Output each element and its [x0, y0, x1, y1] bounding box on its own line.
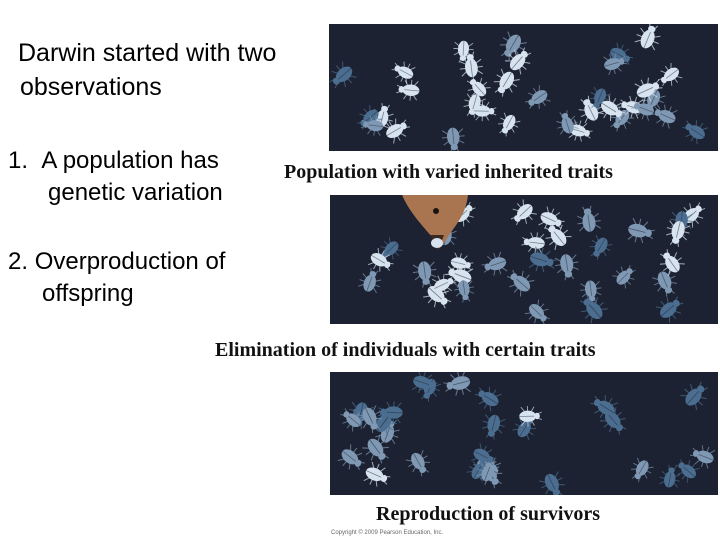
beetle-icon [336, 442, 370, 475]
beetle-icon [502, 264, 536, 298]
beetle-icon [442, 372, 473, 399]
beetle-icon [579, 279, 603, 304]
beetle-icon [389, 57, 418, 85]
beetle-icon [357, 266, 385, 295]
predation-beetles [330, 195, 718, 324]
varied-population-beetles [329, 24, 718, 151]
beetle-icon [361, 460, 393, 491]
beetle-icon [650, 268, 681, 300]
beetle-icon [625, 217, 656, 247]
observation-1-line-2: genetic variation [48, 179, 223, 206]
observation-2-first-line [8, 246, 308, 278]
observation-1-first-line [8, 145, 288, 177]
beetle-icon [412, 260, 439, 289]
slide-title [10, 36, 340, 104]
beetle-icon [404, 448, 435, 480]
observation-2-marker: 2. [8, 248, 29, 275]
beetle-icon [575, 205, 602, 234]
beetle-icon [554, 252, 581, 281]
beetle-icon [396, 79, 421, 102]
beetle-icon [626, 456, 655, 485]
slide-title-line-1: Darwin started with two [18, 39, 277, 67]
caption-varied-population: Population with varied inherited traits [284, 161, 613, 183]
caption-reproduction: Reproduction of survivors [376, 503, 601, 525]
observation-1-marker: 1. [8, 147, 29, 174]
bird-icon [402, 195, 468, 251]
survivors-illustration [330, 372, 718, 495]
slide-title-line-2: observations [20, 73, 162, 101]
beetle-icon [474, 101, 497, 122]
beetle-icon [654, 291, 688, 324]
beetle-icon [611, 261, 641, 291]
caption-elimination: Elimination of individuals with certain traits [215, 339, 596, 361]
beetle-icon [537, 469, 569, 495]
beetle-icon [678, 377, 713, 412]
varied-population-illustration [329, 24, 718, 151]
observation-2-line-2: offspring [42, 280, 134, 307]
beetle-icon [521, 83, 552, 114]
beetle-icon [329, 59, 359, 93]
observation-2-line-1: Overproduction of [34, 248, 226, 275]
beetle-icon [679, 115, 711, 146]
beetle-icon [506, 197, 539, 230]
beetle-icon [494, 111, 522, 140]
beetle-icon [688, 442, 718, 470]
beetle-icon [441, 126, 466, 151]
beetle-icon [471, 382, 503, 414]
observation-2 [8, 246, 308, 310]
beetle-icon [453, 279, 476, 304]
beetle-icon [663, 218, 692, 248]
survivor-beetles [330, 372, 718, 495]
beetle-icon [658, 464, 682, 490]
observation-1 [8, 145, 288, 209]
beetle-icon [489, 67, 522, 101]
beetle-icon [479, 412, 506, 441]
beetle-icon [585, 233, 614, 263]
copyright-notice: Copyright © 2009 Pearson Education, Inc. [331, 530, 444, 536]
predation-illustration [330, 195, 718, 324]
beetle-icon [523, 298, 555, 324]
beetle-icon [527, 245, 559, 276]
beetle-icon [479, 250, 509, 279]
observation-1-line-1: A population has [41, 147, 219, 174]
beetle-icon [633, 24, 665, 52]
